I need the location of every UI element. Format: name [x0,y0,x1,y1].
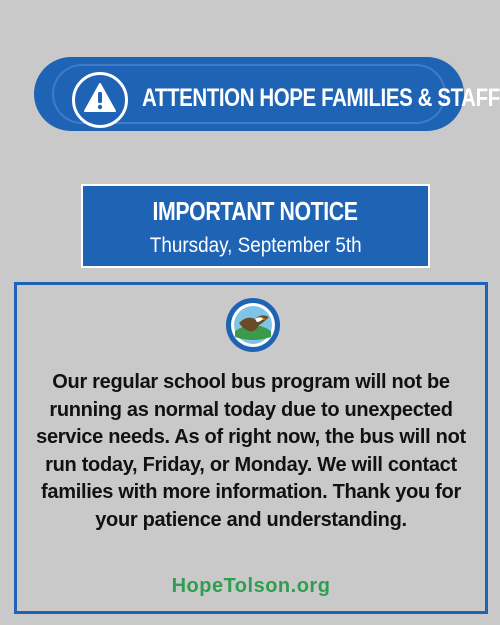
school-eagle-logo [225,297,281,353]
attention-banner [34,57,500,131]
notice-title [83,196,428,227]
warning-badge [72,72,128,128]
important-notice-box [81,184,430,268]
website-link[interactable]: HopeTolson.org [171,575,331,597]
warning-triangle-icon [83,81,117,115]
notice-title-text: IMPORTANT NOTICE [152,196,359,226]
banner-inner-outline [52,64,500,124]
banner-text: ATTENTION HOPE FAMILIES & STAFF [142,84,500,112]
notice-date-text: Thursday, September 5th [149,234,362,257]
message-text: Our regular school bus program will not be running as normal today due to unexpected service needs. As of right now, the bus will not run today, Friday, or Monday. We will contact families with more information. Thank you for your patience and understanding. [36,371,466,531]
message-box [14,282,488,614]
notice-date [83,234,428,258]
